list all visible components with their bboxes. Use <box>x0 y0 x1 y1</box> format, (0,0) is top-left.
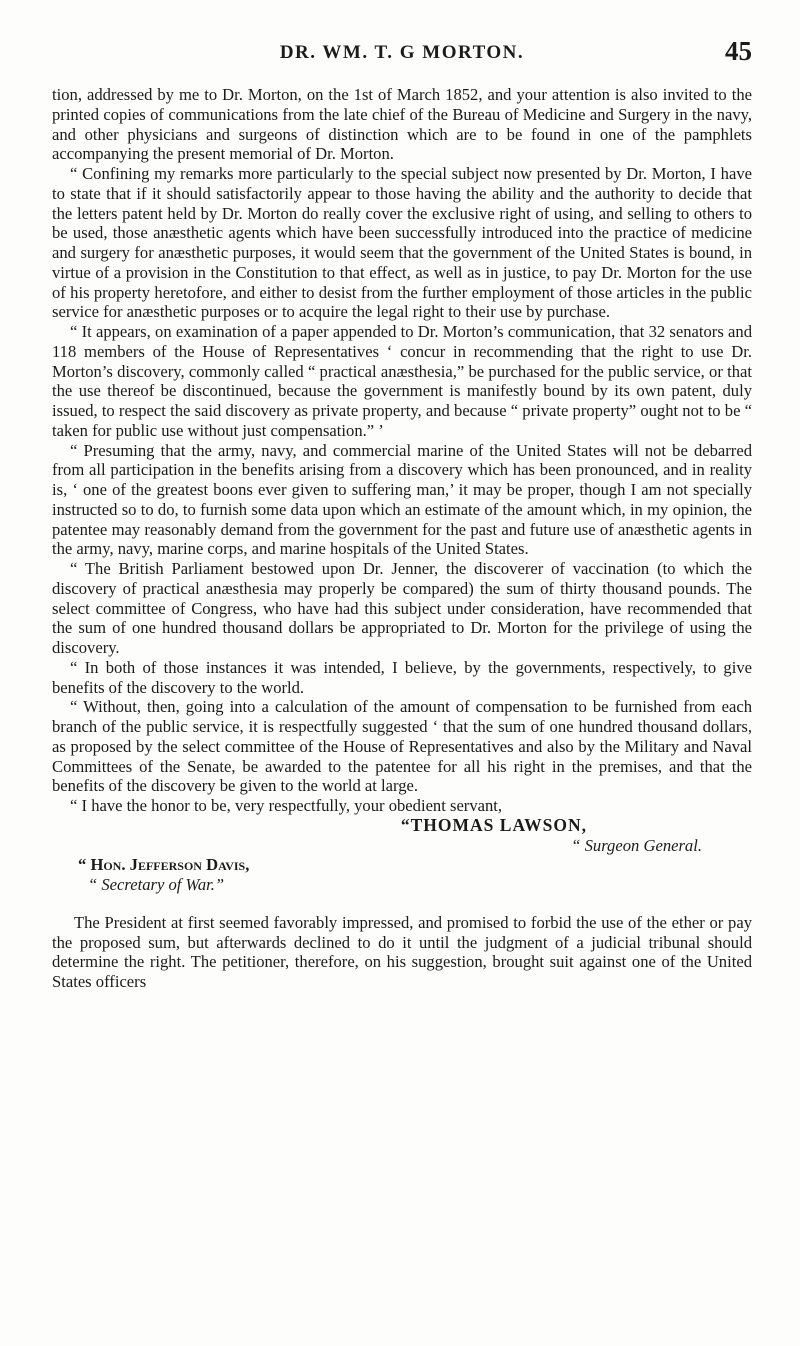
paragraph-senators-concur: “ It appears, on examination of a paper appended to Dr. Morton’s communication, that 32 senators and 118 members of the House of Representatives ‘ concur in recommending that the right to use Dr. Morton’s discovery, commonly called “ practical anæsthesia,” be purchased for the public service, or that the use thereof be discontinued, because the government is manifestly bound by its own patent, duly issued, to respect the said discovery as private property, and because “ private property” ought not to be “ taken for public use without just compensation.” ’ <box>52 322 752 440</box>
paragraph-confining-remarks: “ Confining my remarks more particularly to the special subject now presented by Dr. Morton, I have to state that if it should satisfactorily appear to those having the ability and the authority to decide that the letters patent held by Dr. Morton do really cover the exclusive right of using, and selling to others to be used, those anæsthetic agents which have been successfully introduced into the practice of medicine and surgery for anæsthetic purposes, it would seem that the government of the United States is bound, in virtue of a provision in the Constitution to that effect, as well as in justice, to pay Dr. Morton for the use of his property heretofore, and either to desist from the further employment of those articles in the public service for anæsthetic purposes or to acquire the legal right to their use by purchase. <box>52 164 752 322</box>
paragraph-president: The President at first seemed favorably impressed, and promised to forbid the use of the ether or pay the proposed sum, but afterwards declined to do it until the judgment of a judicial tribunal should determine the right. The petitioner, therefore, on his suggestion, brought suit against one of the United States officers <box>52 912 752 991</box>
addressee-name: “ Hon. Jefferson Davis, <box>78 855 250 875</box>
paragraph-presuming: “ Presuming that the army, navy, and commercial marine of the United States will not be debarred from all participation in the benefits arising from a discovery which has been pronounced, and in reality is, ‘ one of the greatest boons ever given to suffering man,’ it may be proper, though I am not specially instructed so to do, to furnish some data upon which an estimate of the amount which, in my opinion, the patentee may reasonably demand from the government for the past and future use of anæsthetic agents in the army, navy, marine corps, and marine hospitals of the United States. <box>52 440 752 559</box>
running-title: DR. WM. T. G MORTON. <box>279 42 525 63</box>
signature-closing: “ I have the honor to be, very respectfully, your obedient servant, <box>70 796 503 815</box>
paragraph-both-instances: “ In both of those instances it was intended, I believe, by the governments, respectively, to give benefits of the discovery to the world. <box>52 657 752 697</box>
signature-title: “ Surgeon General. <box>571 835 702 855</box>
paragraph-continuation: tion, addressed by me to Dr. Morton, on the 1st of March 1852, and your attention is also invited to the printed copies of communications from the late chief of the Bureau of Medicine and Surgery in the navy, and other physicians and surgeons of distinction which are to be found in one of the pamphlets accompanying the present memorial of Dr. Morton. <box>52 85 752 164</box>
page-number: 45 <box>725 36 752 66</box>
paragraph-without-calculation: “ Without, then, going into a calculation of the amount of compensation to be furnished from each branch of the public service, it is respectfully suggested ‘ that the sum of one hundred thousand dollars, as proposed by the select committee of the House of Representatives and also by the Military and Naval Committees of the Senate, be awarded to the patentee for all his right in the premises, and that the benefits of the discovery be given to the world at large. <box>52 697 752 796</box>
running-head <box>52 36 752 70</box>
body-text <box>52 85 752 992</box>
paragraph-british-parliament: “ The British Parliament bestowed upon Dr. Jenner, the discoverer of vaccination (to which the discovery of practical anæsthesia may properly be compared) the sum of thirty thousand pounds. The select committee of Congress, who have had this subject under consideration, have recommended that the sum of one hundred thousand dollars be appropriated to Dr. Morton for the privilege of using the discovery. <box>52 559 752 657</box>
addressee-title: “ Secretary of War.” <box>88 875 225 894</box>
signature-name: “THOMAS LAWSON, <box>400 814 587 835</box>
